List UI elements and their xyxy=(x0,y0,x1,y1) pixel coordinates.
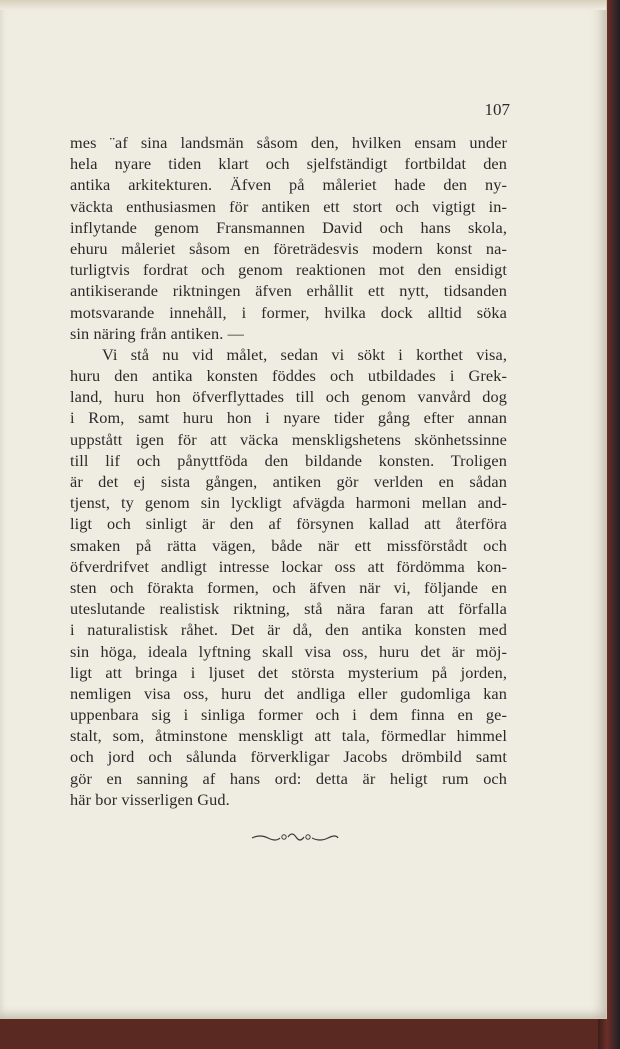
text-line: motsvarande innehåll, i former, hvilka dock alltid söka xyxy=(70,302,507,322)
text-line: sin näring från antiken. — xyxy=(70,323,244,343)
text-line: sin höga, ideala lyftning skall visa oss, huru det är möj- xyxy=(70,641,507,661)
text-line: och jord och sålunda förverkligar Jacobs drömbild samt xyxy=(70,747,507,767)
page-top-edge xyxy=(0,0,606,10)
paragraph-2 xyxy=(70,344,507,810)
text-line: ehuru måleriet såsom en företrädesvis modern konst na- xyxy=(70,238,507,258)
text-line: antikiserande riktningen äfven erhållit ett nytt, tidsanden xyxy=(70,281,507,301)
decorative-ornament-icon xyxy=(250,828,340,846)
body-text xyxy=(70,132,507,810)
text-line: gör en sanning af hans ord: detta är heligt rum och xyxy=(70,768,507,788)
text-line: är det ej sista gången, antiken gör verlden en sådan xyxy=(70,472,507,491)
text-line: till lif och pånyttföda den bildande konsten. Troligen xyxy=(70,450,507,470)
text-line: hela nyare tiden klart och sjelfständigt fortbildat den xyxy=(70,154,507,174)
text-line: sten och förakta formen, och äfven när vi, följande en xyxy=(70,577,507,597)
text-line: öfverdrifvet andligt intresse lockar oss att fördömma kon- xyxy=(70,556,507,576)
text-line: väckta enthusiasmen för antiken ett stort och vigtigt in- xyxy=(70,196,507,216)
text-line: här bor visserligen Gud. xyxy=(70,789,230,809)
page-number: 107 xyxy=(484,100,510,119)
text-line: uppstått igen för att väcka menskligshetens skönhetssinne xyxy=(70,429,507,449)
text-line: nemligen visa oss, huru det andliga eller gudomliga kan xyxy=(70,683,507,703)
text-line: stalt, som, åtminstone menskligt att tala, förmedlar himmel xyxy=(70,726,507,746)
text-line: turligtvis fordrat och genom reaktionen mot den ensidigt xyxy=(70,260,507,280)
text-line: inflytande genom Fransmannen David och hans skola, xyxy=(70,217,507,237)
paragraph-1 xyxy=(70,132,507,344)
text-line: Vi stå nu vid målet, sedan vi sökt i korthet visa, xyxy=(102,344,507,364)
text-line: tjenst, ty genom sin lyckligt afvägda harmoni mellan and- xyxy=(70,493,507,513)
text-line: antika arkitekturen. Äfven på måleriet hade den ny- xyxy=(70,175,507,195)
text-line: i naturalistisk råhet. Det är då, den antika konsten med xyxy=(70,620,507,640)
text-line: ligt och sinligt är den af försynen kallad att återföra xyxy=(70,514,507,534)
text-line: mes ¨af sina landsmän såsom den, hvilken ensam under xyxy=(70,133,507,152)
text-line: smaken på rätta vägen, både när ett missförstådt och xyxy=(70,535,507,555)
text-line: uppenbara sig i sinliga former och i dem finna en ge- xyxy=(70,705,507,725)
text-line: ligt att bringa i ljuset det största mysterium på jorden, xyxy=(70,662,507,682)
text-line: huru den antika konsten föddes och utbildades i Grek- xyxy=(70,366,507,386)
text-line: uteslutande realistisk riktning, stå nära faran att förfalla xyxy=(70,599,507,619)
text-line: i Rom, samt huru hon i nyare tider gång efter annan xyxy=(70,408,507,428)
text-line: land, huru hon öfverflyttades till och genom vanvård dog xyxy=(70,387,507,407)
